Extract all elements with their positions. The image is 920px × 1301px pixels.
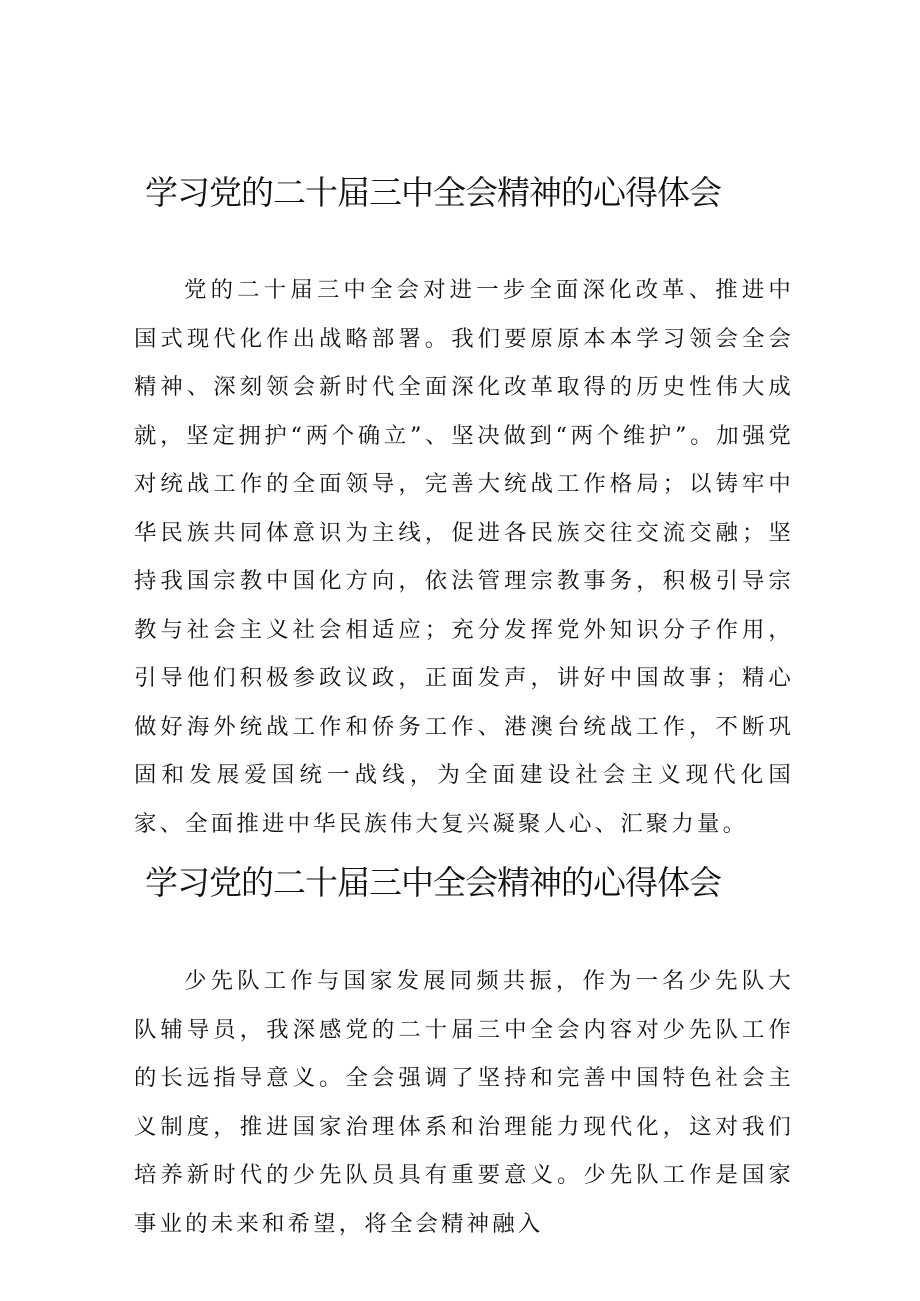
- section-title: 学习党的二十届三中全会精神的心得体会: [145, 863, 721, 902]
- section-title: 学习党的二十届三中全会精神的心得体会: [145, 173, 721, 212]
- section-body-paragraph: 党的二十届三中全会对进一步全面深化改革、推进中国式现代化作出战略部署。我们要原原本本学习领会全会精神、深刻领会新时代全面深化改革取得的历史性伟大成就，坚定拥护“两个确立”、坚决做到“两个维护”。加强党对统战工作的全面领导，完善大统战工作格局；以铸牢中华民族共同体意识为主线，促进各民族交往交流交融；坚持我国宗教中国化方向，依法管理宗教事务，积极引导宗教与社会主义社会相适应；充分发挥党外知识分子作用，引导他们积极参政议政，正面发声，讲好中国故事；精心做好海外统战工作和侨务工作、港澳台统战工作，不断巩固和发展爱国统一战线，为全面建设社会主义现代化国家、全面推进中华民族伟大复兴凝聚人心、汇聚力量。: [134, 277, 794, 837]
- section-body-paragraph: 少先队工作与国家发展同频共振，作为一名少先队大队辅导员，我深感党的二十届三中全会内容对少先队工作的长远指导意义。全会强调了坚持和完善中国特色社会主义制度，推进国家治理体系和治理能力现代化，这对我们培养新时代的少先队员具有重要意义。少先队工作是国家事业的未来和希望，将全会精神融入: [134, 968, 794, 1237]
